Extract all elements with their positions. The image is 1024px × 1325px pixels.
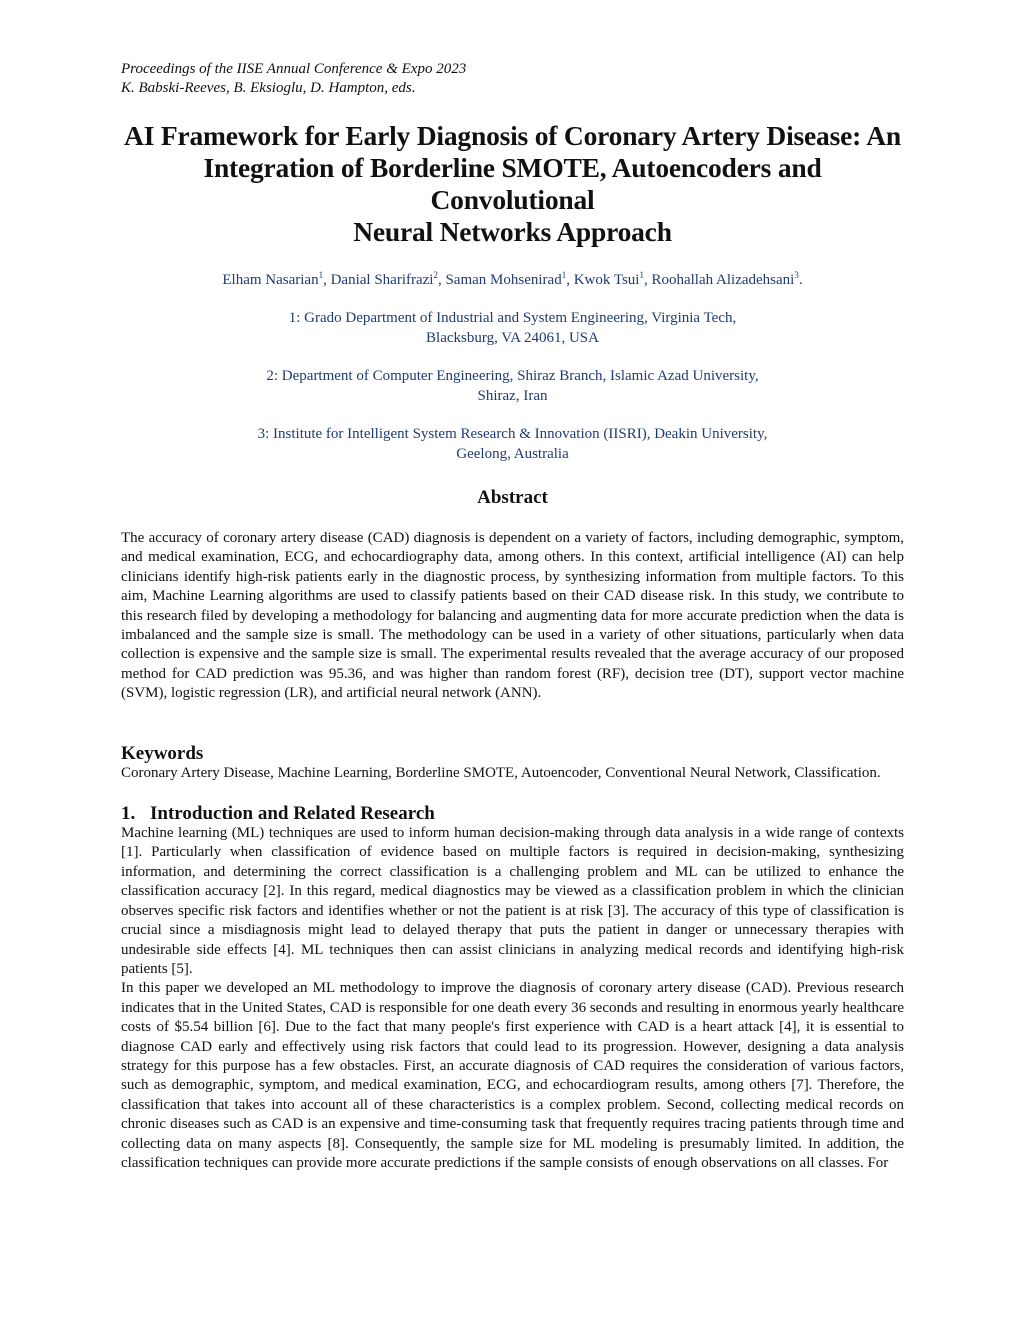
title-line: Neural Networks Approach	[353, 216, 672, 247]
author: Roohallah Alizadehsani$^3$.	[651, 270, 803, 288]
title-line: AI Framework for Early Diagnosis of Coronary Artery Disease: An	[124, 120, 901, 151]
abstract-heading: Abstract	[477, 487, 548, 508]
editors-line: K. Babski-Reeves, B. Eksioglu, D. Hampton, eds.	[121, 80, 416, 96]
author: Kwok Tsui$^1$,	[573, 270, 652, 288]
title-line: Integration of Borderline SMOTE, Autoencoders and Convolutional	[203, 152, 822, 215]
keywords-text: Coronary Artery Disease, Machine Learning, Borderline SMOTE, Autoencoder, Conventional Neural Network, Classification.	[121, 764, 881, 781]
affiliation: 1: Grado Department of Industrial and System Engineering, Virginia Tech, Blacksburg, VA 24061, USA	[288, 310, 737, 346]
body-paragraph: Machine learning (ML) techniques are used to inform human decision-making through data analysis in a wide range of contexts [1]. Particularly when classification of evidence based on multiple factors is required in decision-making, synthesizing information, and determining the correct classification is a challenging problem and ML can be utilized to enhance the classification accuracy [2]. In this regard, medical diagnostics may be viewed as a classification problem in which the clinician observes specific risk factors and identifies whether or not the patient is at risk [3]. The accuracy of this type of classification is crucial since a misdiagnosis might lead to delayed therapy that puts the patient in danger or unnecessary therapies with undesirable side effects [4]. ML techniques then can assist clinicians in analyzing medical records and identifying high-risk patients [5].	[121, 825, 904, 977]
keywords-heading: Keywords	[121, 742, 204, 764]
affiliation: 3: Institute for Intelligent System Research & Innovation (IISRI), Deakin University, Geelong, Australia	[257, 426, 768, 462]
author: Saman Mohsenirad$^1$,	[445, 270, 574, 288]
section-title: Introduction and Related Research	[150, 803, 435, 825]
section-number: 1.	[121, 803, 136, 825]
body-paragraph: In this paper we developed an ML methodology to improve the diagnosis of coronary artery disease (CAD). Previous research indicates that in the United States, CAD is responsible for one death every 36 seconds and resulting in enormous yearly healthcare costs of $5.54 billion [6]. Due to the fact that many people's first experience with CAD is a heart attack [4], it is essential to diagnose CAD early and effectively using risk factors that could lead to its progression. However, designing a data analysis strategy for this purpose has a few obstacles. First, an accurate diagnosis of CAD requires the consideration of various factors, such as demographic, symptom, and medical examination, ECG, and echocardiogram results, among others [7]. Therefore, the classification that takes into account all of these characteristics is a complex problem. Second, collecting medical records on chronic diseases such as CAD is an expensive and time-consuming task that frequently requires tracing patients through time and collecting data on many aspects [8]. Consequently, the sample size for ML modeling is presumably limited. In addition, the classification techniques can provide more accurate predictions if the sample consists of enough observations on all classes. For	[121, 980, 904, 1171]
affiliation: 2: Department of Computer Engineering, Shiraz Branch, Islamic Azad University, Shiraz, Iran	[266, 368, 759, 404]
author-list	[121, 271, 904, 290]
author: Elham Nasarian$^1$,	[222, 270, 331, 288]
paper-title	[121, 120, 904, 248]
author: Danial Sharifrazi$^2$,	[330, 270, 446, 288]
section-heading	[121, 803, 904, 824]
abstract-text: The accuracy of coronary artery disease (CAD) diagnosis is dependent on a variety of factors, including demographic, symptom, and medical examination, ECG, and echocardiography data, among others. In this context, artificial intelligence (AI) can help clinicians identify high-risk patients early in the diagnostic process, by synthesizing information from multiple factors. To this aim, Machine Learning algorithms are used to classify patients based on their CAD disease risk. In this study, we contribute to this research filed by developing a methodology for balancing and augmenting data for more accurate prediction when the data is imbalanced and the sample size is small. The methodology can be used in a variety of other situations, particularly when data collection is expensive and the sample size is small. The experimental results revealed that the average accuracy of our proposed method for CAD prediction was 95.36, and was higher than random forest (RF), decision tree (DT), support vector machine (SVM), logistic regression (LR), and artificial neural network (ANN).	[121, 530, 904, 702]
proceedings-line: Proceedings of the IISE Annual Conference & Expo 2023	[121, 61, 467, 77]
paper-page	[121, 60, 904, 1173]
